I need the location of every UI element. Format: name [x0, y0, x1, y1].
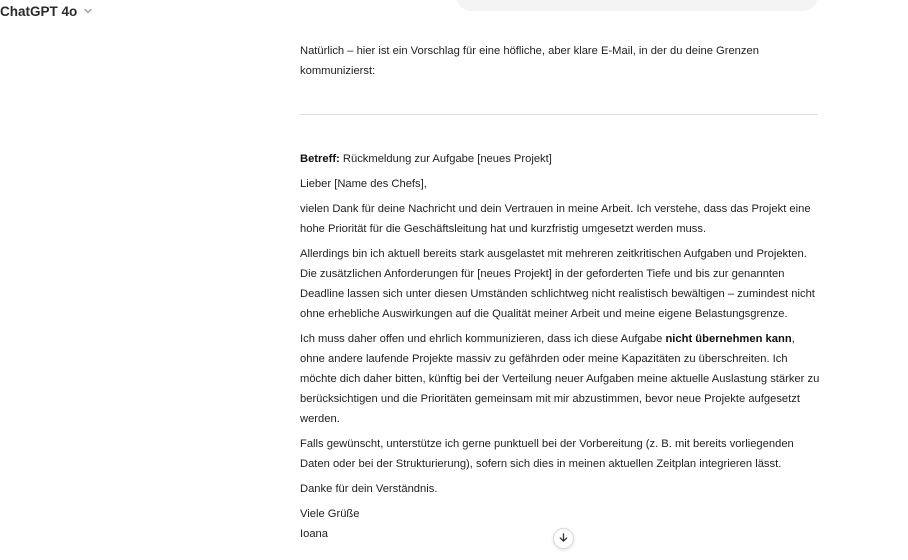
- scroll-to-bottom-button[interactable]: [553, 528, 574, 549]
- arrow-down-icon: [558, 530, 569, 548]
- email-greeting: Lieber [Name des Chefs],: [300, 178, 427, 190]
- email-subject: [300, 149, 820, 169]
- divider: [300, 114, 818, 115]
- p3-after: , ohne andere laufende Projekte massiv zu gefährden oder meine Kapazitäten zu überschreiten. Ich möchte dich daher bitten, künftig bei der Verteilung neuer Aufgaben meine aktuelle Auslastung stärker zu berücksichtigen und die Prioritäten gemeinsam mit mir abzustimmen, bevor neue Projekte aufgesetzt werden.: [300, 333, 820, 425]
- chevron-down-icon: [83, 6, 93, 16]
- response-intro: Natürlich – hier ist ein Vorschlag für eine höfliche, aber klare E-Mail, in der du deine Grenzen kommunizierst:: [300, 45, 759, 77]
- user-message-bubble: [456, 0, 818, 11]
- model-switcher[interactable]: [0, 1, 93, 21]
- email-draft: [300, 149, 820, 544]
- subject-text: Rückmeldung zur Aufgabe [neues Projekt]: [339, 153, 552, 165]
- email-paragraph-2: Allerdings bin ich aktuell bereits stark ausgelastet mit mehreren zeitkritischen Aufgaben und Projekten. Die zusätzlichen Anforderungen für [neues Projekt] in der geforderten Tiefe und bis zur genannten Deadline lassen sich unter diesen Umständen schlichtweg nicht realistisch bewältigen – zumindest nicht ohne erhebliche Auswirkungen auf die Qualität meiner Arbeit und meine eigene Belastungsgrenze.: [300, 248, 815, 320]
- email-paragraph-1: vielen Dank für deine Nachricht und dein Vertrauen in meine Arbeit. Ich verstehe, dass das Projekt eine hohe Priorität für die Geschäftsleitung hat und kurzfristig umgesetzt werden muss.: [300, 203, 811, 235]
- email-paragraph-4: Falls gewünscht, unterstütze ich gerne punktuell bei der Vorbereitung (z. B. mit bereits vorliegenden Daten oder bei der Strukturierung), sofern sich dies in meinen aktuellen Zeitplan integrieren lässt.: [300, 438, 794, 470]
- p3-bold: nicht übernehmen kann: [665, 333, 792, 345]
- email-signature: Ioana: [300, 528, 328, 540]
- email-closing: Viele Grüße: [300, 508, 360, 520]
- email-thanks: Danke für dein Verständnis.: [300, 483, 438, 495]
- p3-before: Ich muss daher offen und ehrlich kommunizieren, dass ich diese Aufgabe: [300, 333, 666, 345]
- email-paragraph-3: [300, 329, 820, 429]
- subject-label: Betreff:: [300, 153, 340, 165]
- model-name: ChatGPT 4o: [0, 3, 78, 19]
